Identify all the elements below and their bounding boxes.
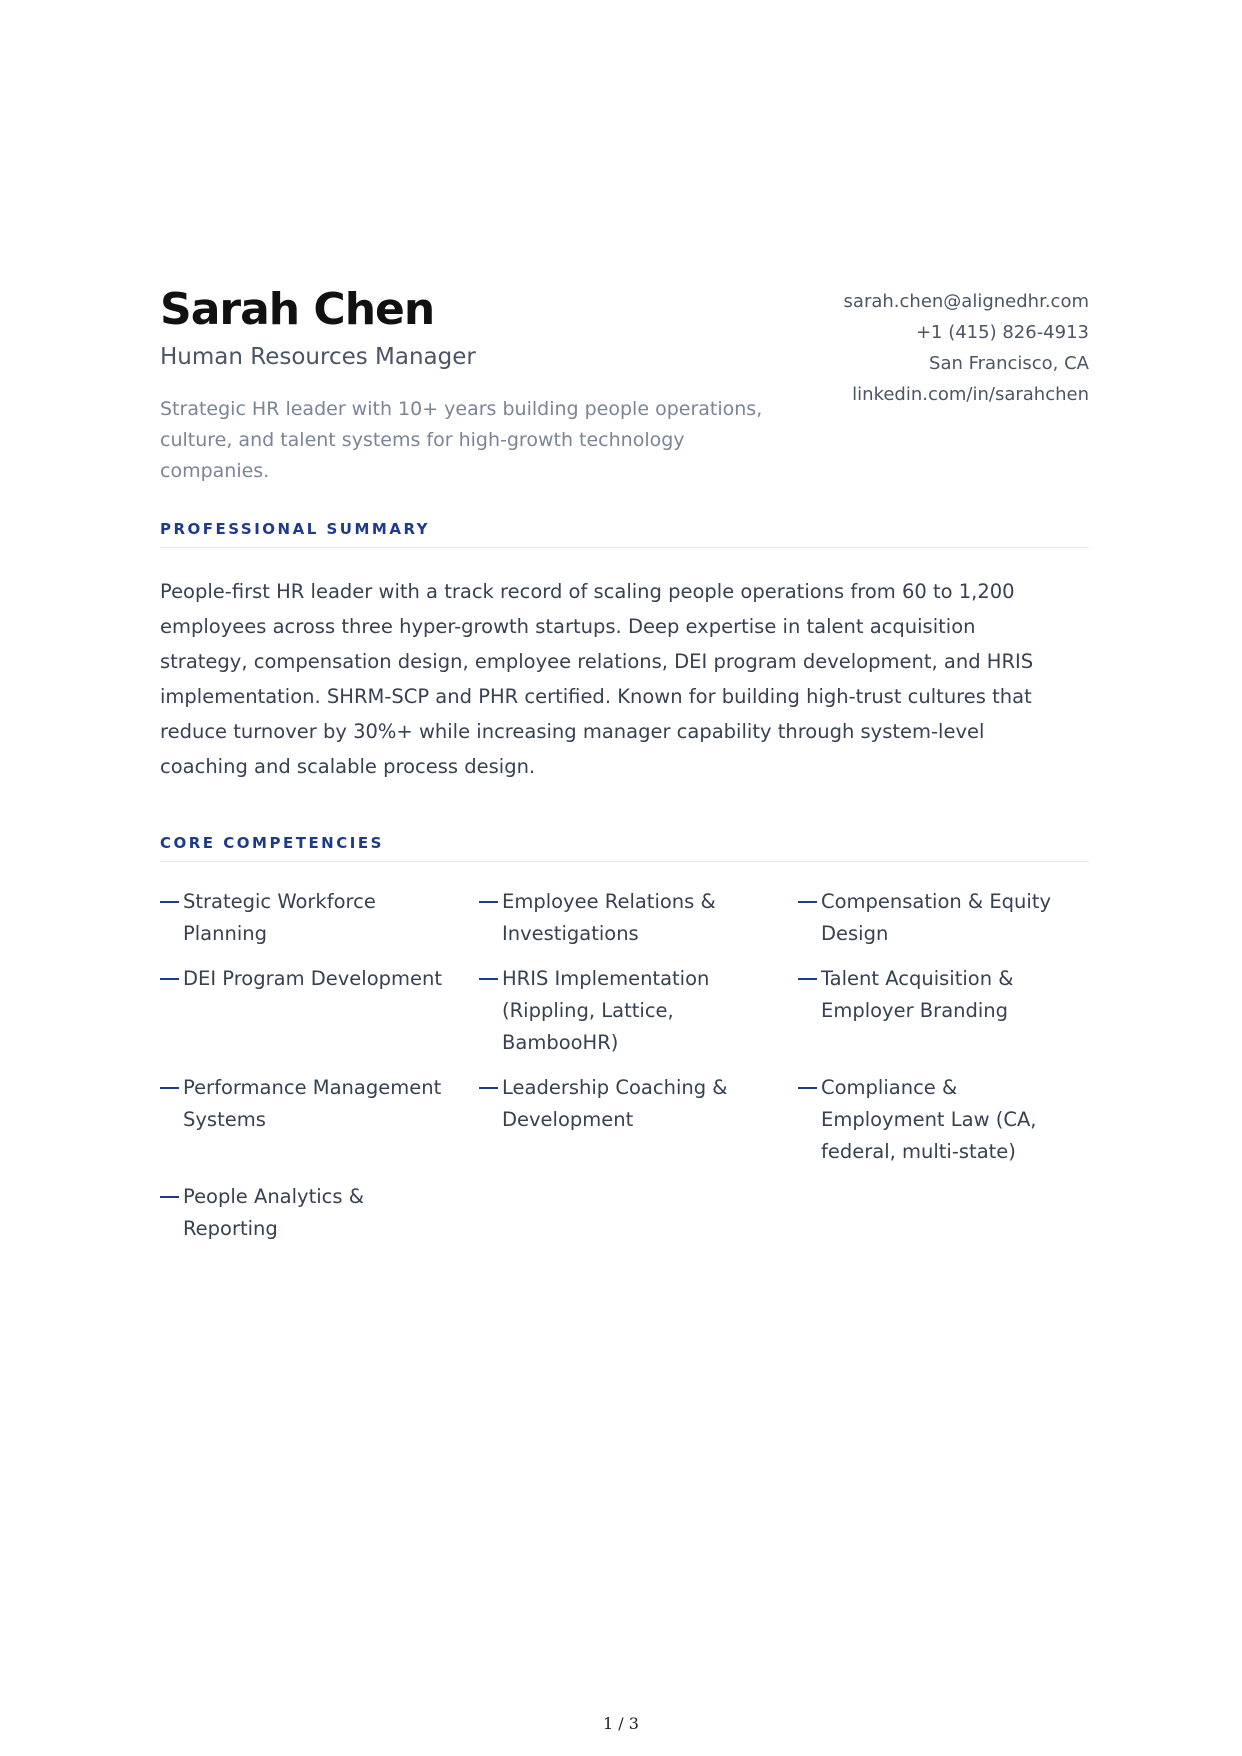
competency-label: People Analytics & Reporting <box>183 1185 364 1240</box>
dash-bullet-icon <box>798 1087 817 1089</box>
summary-paragraph: People-first HR leader with a track record of scaling people operations from 60 to 1,200 employees across three hyper-growth startups. Deep expertise in talent acquisition strategy, compensation design, employee relations, DEI program development, and HRIS implementation. SHRM-SCP and PHR certified. Known for building high-trust cultures that reduce turnover by 30%+ while increasing manager capability through system-level coaching and scalable process design. <box>160 580 1034 778</box>
professional-summary-section <box>160 520 1089 784</box>
competency-label: Strategic Workforce Planning <box>183 890 376 945</box>
page-number: 1 / 3 <box>603 1714 639 1733</box>
candidate-tagline: Strategic HR leader with 10+ years building people operations, culture, and talent systems for high-growth technology companies. <box>160 398 763 482</box>
contact-block <box>844 286 1089 410</box>
competency-label: Employee Relations & Investigations <box>502 890 716 945</box>
dash-bullet-icon <box>479 978 498 980</box>
contact-location: San Francisco, CA <box>929 353 1089 374</box>
competency-label: Compliance & Employment Law (CA, federal, multi-state) <box>821 1076 1037 1163</box>
competency-label: Leadership Coaching & Development <box>502 1076 728 1131</box>
dash-bullet-icon <box>479 901 498 903</box>
candidate-role: Human Resources Manager <box>160 344 476 370</box>
competency-item <box>798 886 1089 950</box>
resume-page <box>160 284 1089 1245</box>
competency-item <box>160 963 479 1059</box>
competency-label: HRIS Implementation (Rippling, Lattice, BambooHR) <box>502 967 710 1054</box>
competency-item <box>160 1181 479 1245</box>
dash-bullet-icon <box>798 901 817 903</box>
competency-label: Talent Acquisition & Employer Branding <box>821 967 1014 1022</box>
contact-linkedin: linkedin.com/in/sarahchen <box>852 384 1089 405</box>
competencies-grid <box>160 886 1089 1245</box>
dash-bullet-icon <box>160 901 179 903</box>
competency-label: Compensation & Equity Design <box>821 890 1052 945</box>
competency-label: Performance Management Systems <box>183 1076 442 1131</box>
candidate-name: Sarah Chen <box>160 284 435 335</box>
competency-label: DEI Program Development <box>183 967 443 990</box>
section-title-professional-summary: PROFESSIONAL SUMMARY <box>160 520 1089 548</box>
dash-bullet-icon <box>479 1087 498 1089</box>
dash-bullet-icon <box>160 978 179 980</box>
core-competencies-section <box>160 834 1089 1245</box>
dash-bullet-icon <box>160 1087 179 1089</box>
competency-item <box>479 886 798 950</box>
competency-item <box>479 1072 798 1168</box>
dash-bullet-icon <box>160 1196 179 1198</box>
competency-item <box>479 963 798 1059</box>
section-title-core-competencies: CORE COMPETENCIES <box>160 834 1089 862</box>
competency-item <box>160 886 479 950</box>
contact-email: sarah.chen@alignedhr.com <box>843 291 1089 312</box>
contact-phone: +1 (415) 826-4913 <box>915 322 1089 343</box>
competency-item <box>160 1072 479 1168</box>
dash-bullet-icon <box>798 978 817 980</box>
competency-item <box>798 963 1089 1059</box>
resume-header <box>160 284 1089 514</box>
competency-item <box>798 1072 1089 1168</box>
